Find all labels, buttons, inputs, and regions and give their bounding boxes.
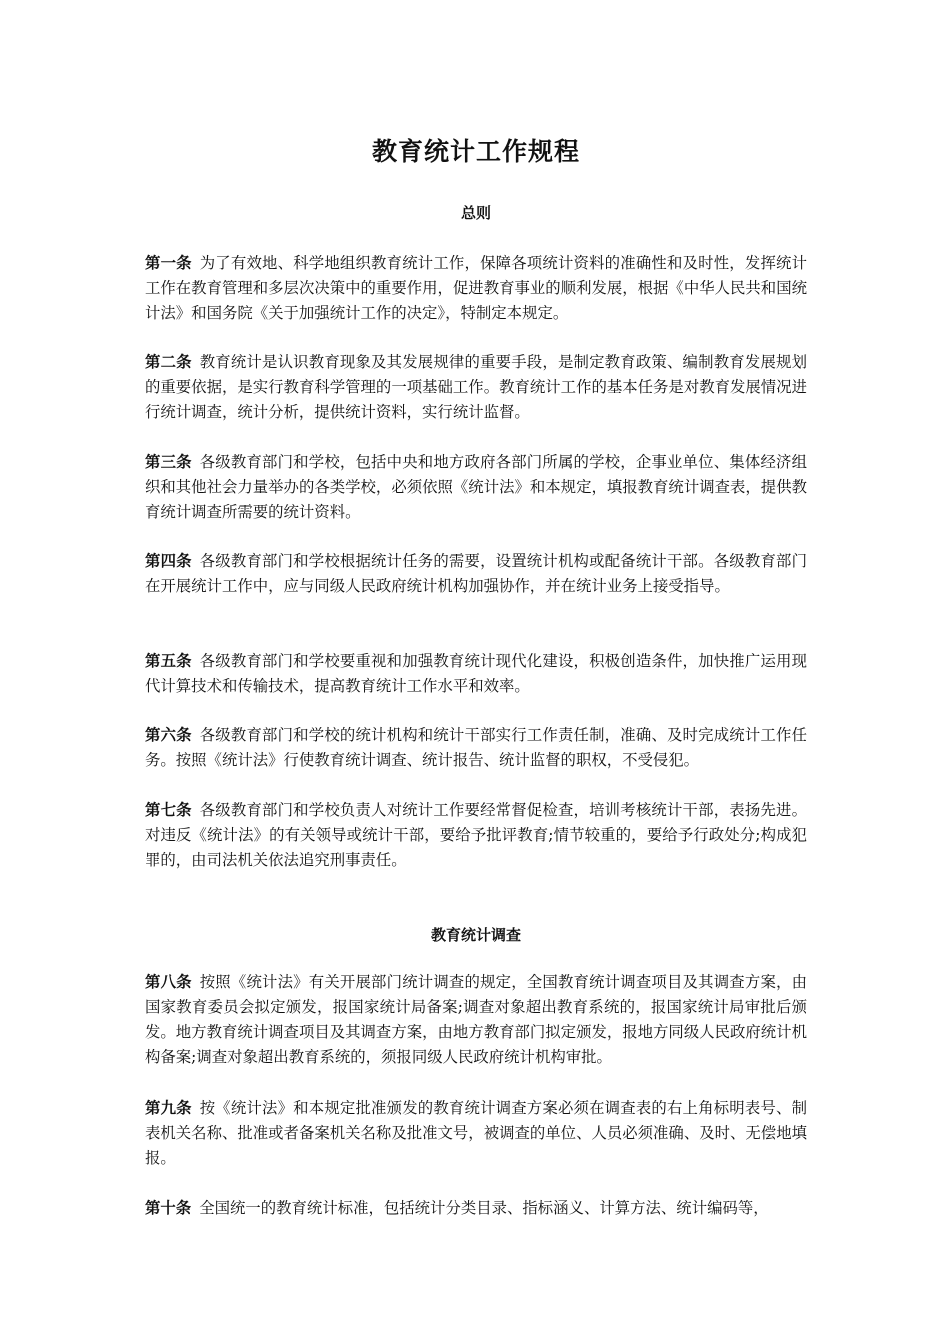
article-9 — [145, 1096, 807, 1171]
article-text: 按《统计法》和本规定批准颁发的教育统计调查方案必须在调查表的右上角标明表号、制表机关名称、批准或者备案机关名称及批准文号，被调查的单位、人员必须准确、及时、无偿地填报。 — [145, 1099, 807, 1167]
article-label: 第一条 — [145, 254, 192, 272]
article-7 — [145, 798, 807, 873]
article-2 — [145, 350, 807, 425]
article-label: 第八条 — [145, 973, 192, 991]
article-1 — [145, 251, 807, 326]
article-label: 第三条 — [145, 453, 192, 471]
article-text: 各级教育部门和学校根据统计任务的需要，设置统计机构或配备统计干部。各级教育部门在开展统计工作中，应与同级人民政府统计机构加强协作，并在统计业务上接受指导。 — [145, 552, 807, 595]
article-4 — [145, 549, 807, 599]
article-label: 第五条 — [145, 652, 192, 670]
article-label: 第六条 — [145, 726, 192, 744]
document-title: 教育统计工作规程 — [371, 137, 580, 166]
article-text: 各级教育部门和学校，包括中央和地方政府各部门所属的学校，企事业单位、集体经济组织和其他社会力量举办的各类学校，必须依照《统计法》和本规定，填报教育统计调查表，提供教育统计调查所需要的统计资料。 — [145, 453, 807, 521]
article-label: 第九条 — [145, 1099, 192, 1117]
article-text: 为了有效地、科学地组织教育统计工作，保障各项统计资料的准确性和及时性，发挥统计工作在教育管理和多层次决策中的重要作用，促进教育事业的顺利发展，根据《中华人民共和国统计法》和国务院《关于加强统计工作的决定》，特制定本规定。 — [145, 254, 807, 322]
article-8 — [145, 970, 807, 1070]
article-text: 按照《统计法》有关开展部门统计调查的规定，全国教育统计调查项目及其调查方案，由国家教育委员会拟定颁发，报国家统计局备案;调查对象超出教育系统的，报国家统计局审批后颁发。地方教育统计调查项目及其调查方案，由地方教育部门拟定颁发，报地方同级人民政府统计机构备案;调查对象超出教育系统的，须报同级人民政府统计机构审批。 — [145, 973, 807, 1066]
article-3 — [145, 450, 807, 525]
article-text: 全国统一的教育统计标准，包括统计分类目录、指标涵义、计算方法、统计编码等， — [199, 1199, 769, 1217]
article-5 — [145, 649, 807, 699]
article-label: 第四条 — [145, 552, 192, 570]
article-text: 各级教育部门和学校要重视和加强教育统计现代化建设，积极创造条件，加快推广运用现代计算技术和传输技术，提高教育统计工作水平和效率。 — [145, 652, 807, 695]
article-text: 教育统计是认识教育现象及其发展规律的重要手段，是制定教育政策、编制教育发展规划的重要依据，是实行教育科学管理的一项基础工作。教育统计工作的基本任务是对教育发展情况进行统计调查，统计分析，提供统计资料，实行统计监督。 — [145, 353, 807, 421]
article-text: 各级教育部门和学校负责人对统计工作要经常督促检查，培训考核统计干部，表扬先进。对违反《统计法》的有关领导或统计干部，要给予批评教育;情节较重的，要给予行政处分;构成犯罪的，由司法机关依法追究刑事责任。 — [145, 801, 807, 869]
article-label: 第十条 — [145, 1199, 192, 1217]
article-10 — [145, 1196, 807, 1221]
section-heading-survey: 教育统计调查 — [430, 926, 521, 944]
article-label: 第七条 — [145, 801, 192, 819]
section-heading-general: 总则 — [460, 204, 491, 222]
article-label: 第二条 — [145, 353, 192, 371]
article-6 — [145, 723, 807, 773]
article-text: 各级教育部门和学校的统计机构和统计干部实行工作责任制，准确、及时完成统计工作任务。按照《统计法》行使教育统计调查、统计报告、统计监督的职权，不受侵犯。 — [145, 726, 807, 769]
